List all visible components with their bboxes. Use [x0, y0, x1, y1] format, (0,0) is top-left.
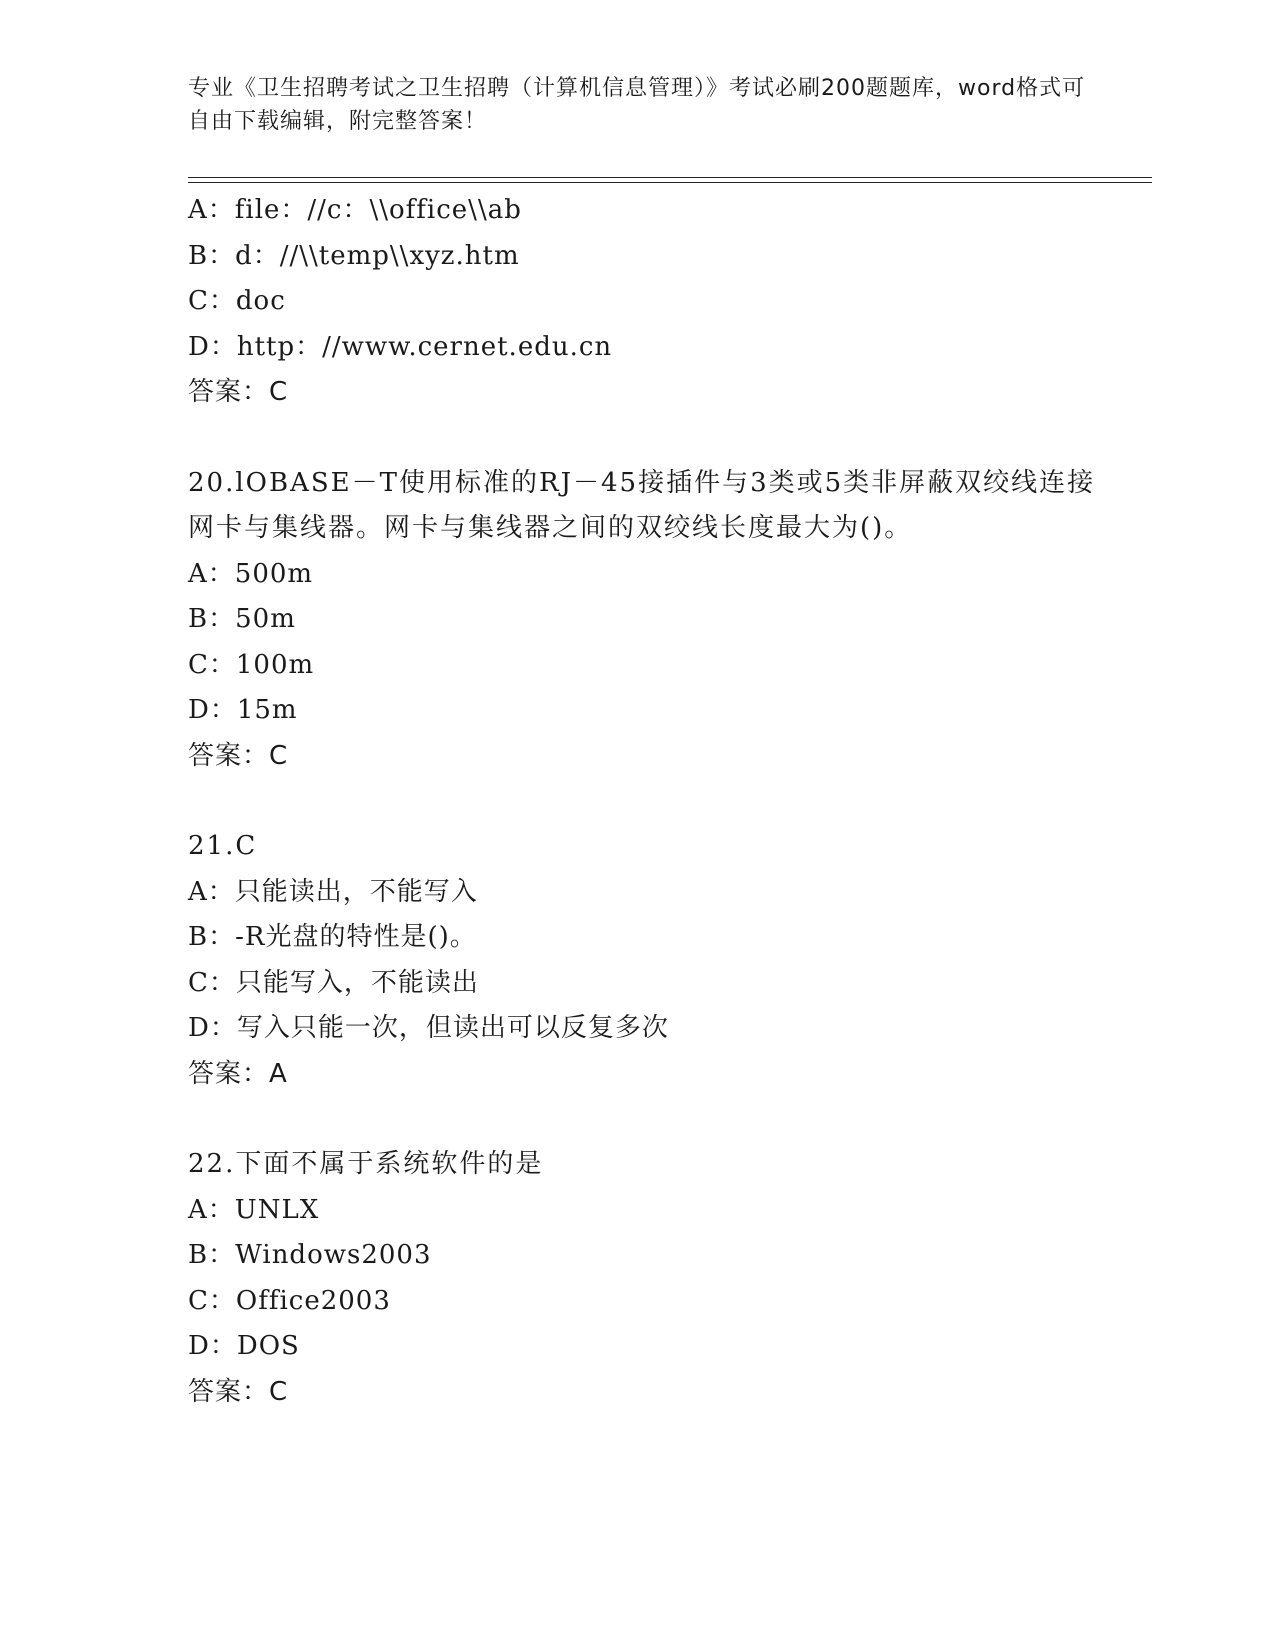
question-block-22 [188, 1142, 1108, 1415]
option-a: A：file：//c：\\office\\ab [188, 195, 522, 225]
option-b: B：50m [188, 604, 296, 634]
option-c: C：100m [188, 649, 315, 680]
option-a: A：UNLX [188, 1194, 320, 1225]
option-b: B：d：//\\temp\\xyz.htm [188, 240, 520, 271]
spacer [188, 779, 1108, 824]
option-a: A：只能读出，不能写入 [188, 876, 478, 907]
answer-line: 答案：C [188, 1376, 289, 1407]
option-d: D：DOS [188, 1331, 300, 1361]
answer-line: 答案：C [188, 740, 289, 771]
option-c: C：只能写入，不能读出 [188, 967, 479, 998]
option-a: A：500m [188, 558, 314, 589]
answer-line: 答案：C [188, 377, 289, 407]
spacer [188, 416, 1108, 461]
option-c: C：Office2003 [188, 1285, 391, 1316]
question-block-20 [188, 461, 1108, 780]
header-divider-top [188, 177, 1152, 178]
question-list [188, 188, 1108, 1415]
question-stem: 20.lOBASE－T使用标准的RJ－45接插件与3类或5类非屏蔽双绞线连接网卡与集线器。网卡与集线器之间的双绞线长度最大为()。 [188, 467, 1096, 543]
question-stem: 22.下面不属于系统软件的是 [188, 1149, 544, 1179]
spacer [188, 1097, 1108, 1142]
option-b: B：Windows2003 [188, 1240, 432, 1270]
option-d: D：写入只能一次，但读出可以反复多次 [188, 1013, 669, 1043]
option-c: C：doc [188, 286, 286, 316]
option-d: D：15m [188, 695, 298, 725]
option-d: D：http：//www.cernet.edu.cn [188, 331, 613, 362]
question-stem: 21.C [188, 831, 258, 861]
option-b: B：-R光盘的特性是()。 [188, 922, 477, 952]
answer-line: 答案：A [188, 1058, 288, 1089]
header-divider-bottom [188, 182, 1152, 183]
question-block-21 [188, 824, 1108, 1097]
question-block-19 [188, 188, 1108, 416]
document-header: 专业《卫生招聘考试之卫生招聘（计算机信息管理）》考试必刷200题题库，word格式可自由下载编辑，附完整答案！ [188, 76, 1086, 134]
